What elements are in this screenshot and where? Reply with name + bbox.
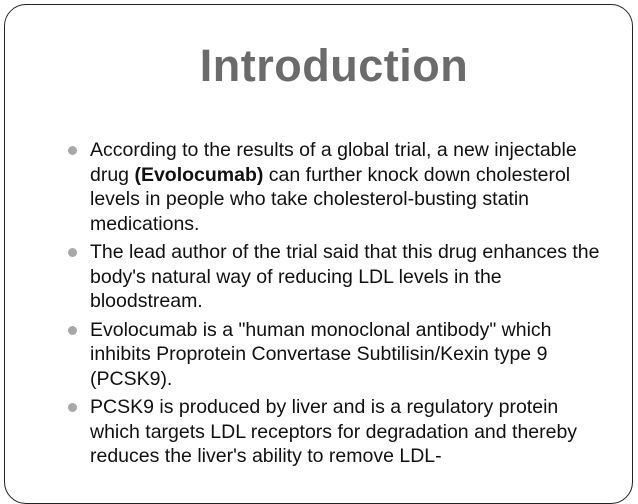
bullet-2-text: The lead author of the trial said that this drug enhances the body's natural way of reducing LDL levels in the bloodstream. [90, 241, 600, 312]
bullet-1-text-after: can further knock down cholesterol levels in people who take cholesterol-busting statin medications. [90, 163, 571, 235]
bullet-item-2 [0, 240, 638, 314]
bullet-item-1 [0, 138, 638, 236]
bullet-list [0, 138, 638, 473]
bullet-item-4 [0, 395, 638, 469]
bullet-dot-icon [68, 326, 77, 335]
bullet-dot-icon [68, 146, 77, 155]
slide-title: Introduction [199, 40, 469, 91]
bullet-3-text: Evolocumab is a "human monoclonal antibody" which inhibits Proprotein Convertase Subtilisin/Kexin type 9 (PCSK9). [90, 318, 552, 390]
bullet-dot-icon [68, 248, 77, 257]
bullet-item-3 [0, 318, 638, 392]
bullet-dot-icon [68, 403, 77, 412]
bullet-1-drug-name: (Evolocumab) [134, 163, 264, 186]
bullet-4-text: PCSK9 is produced by liver and is a regulatory protein which targets LDL receptors for degradation and thereby reduces the liver's ability to remove LDL- [90, 396, 578, 467]
bullet-1-text-before: According to the results of a global trial, a new injectable drug [90, 139, 577, 186]
